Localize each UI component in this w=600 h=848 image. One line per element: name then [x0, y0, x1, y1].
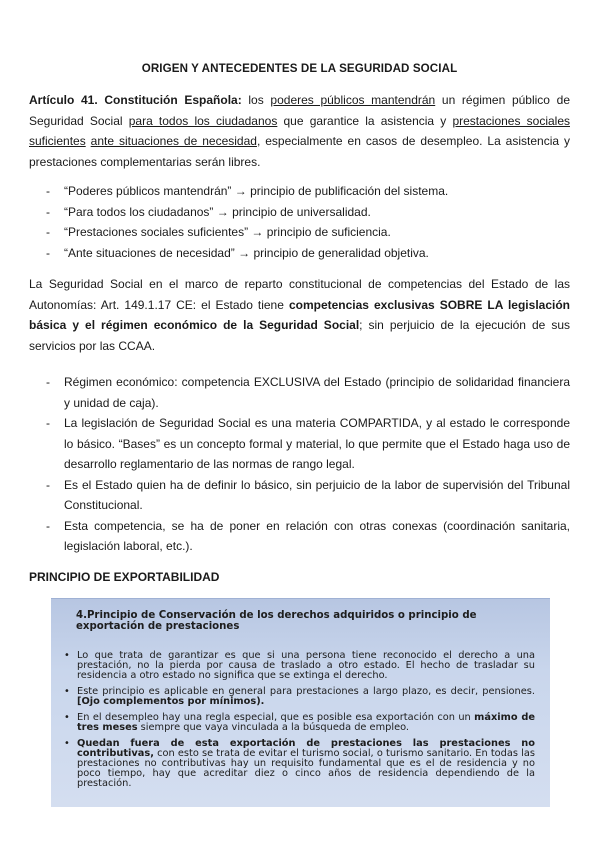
text-fragment: ; sin perjuicio de la ejecución de sus servicios por las CCAA.	[29, 318, 570, 353]
list-item	[63, 651, 535, 681]
list-item: - Régimen económico: competencia EXCLUSIVA del Estado (principio de solidaridad financiera y unidad de caja).	[29, 372, 570, 413]
list-item: - “Poderes públicos mantendrán” → principio de publificación del sistema.	[29, 181, 570, 202]
underlined-phrase: ante situaciones de necesidad	[90, 134, 257, 148]
text-fragment: que garantice la asistencia y	[277, 113, 453, 128]
competences-list	[29, 372, 570, 557]
text-fragment: Lo que trata de garantizar es que si una persona tiene reconocido el derecho a una prestación, no la pierda por causa de traslado a otro estado. El hecho de trasladar su residencia a otro estado no significa que se extinga el derecho.	[77, 650, 535, 681]
list-item	[63, 739, 535, 789]
article-41-paragraph	[29, 90, 570, 172]
bold-phrase: competencias exclusivas SOBRE LA legislación básica y el régimen económico de la Seguridad Social	[29, 297, 570, 332]
box-list	[63, 651, 535, 795]
list-item	[63, 687, 535, 707]
article-label: Artículo 41. Constitución Española:	[29, 93, 242, 107]
list-item: - La legislación de Seguridad Social es una materia COMPARTIDA, y al estado le corresponde lo básico. “Bases” es un concepto formal y material, lo que permite que el Estado haga uso de desarrollo reglamentario de las normas de rango legal.	[29, 413, 570, 475]
exportability-box	[51, 598, 550, 807]
text-fragment: En el desempleo hay una regla especial, que es posible esa exportación con un	[77, 712, 475, 723]
list-item: - Es el Estado quien ha de definir lo básico, sin perjuicio de la labor de supervisión del Tribunal Constitucional.	[29, 475, 570, 516]
underlined-phrase: poderes públicos mantendrán	[270, 93, 436, 107]
text-fragment: , especialmente en casos de desempleo. La asistencia y prestaciones complementarias serán libres.	[29, 134, 570, 169]
text-fragment: con esto se trata de evitar el turismo social, o turismo sanitario. En todas las prestaciones no contributivas hay un requisito fundamental que es el de residencia y no poco tiempo, hay que acreditar diez o cinco años de residencia dependiendo de la prestación.	[77, 748, 535, 789]
bold-phrase: Quedan fuera de esta exportación de prestaciones las prestaciones no contributivas,	[77, 738, 535, 759]
text-fragment: los	[241, 93, 271, 107]
list-item: - Esta competencia, se ha de poner en relación con otras conexas (coordinación sanitaria, legislación laboral, etc.).	[29, 516, 570, 557]
box-title: 4.Principio de Conservación de los derechos adquiridos o principio de exportación de prestaciones	[76, 610, 477, 632]
page-title: ORIGEN Y ANTECEDENTES DE LA SEGURIDAD SOCIAL	[141, 62, 458, 75]
text-fragment: Este principio es aplicable en general para prestaciones a largo plazo, es decir, pensiones.	[77, 686, 535, 697]
principles-list	[29, 181, 570, 263]
underlined-phrase: para todos los ciudadanos	[128, 113, 278, 128]
list-item: - “Ante situaciones de necesidad” → principio de generalidad objetiva.	[29, 243, 570, 264]
text-fragment: siempre que vaya vinculada a la búsqueda de empleo.	[137, 722, 410, 733]
list-item	[63, 713, 535, 733]
competences-paragraph	[29, 274, 570, 356]
list-item: - “Prestaciones sociales suficientes” → principio de suficiencia.	[29, 222, 570, 243]
underlined-phrase: prestaciones sociales suficientes	[29, 113, 570, 148]
section-heading: PRINCIPIO DE EXPORTABILIDAD	[29, 570, 220, 584]
list-item: - “Para todos los ciudadanos” → principio de universalidad.	[29, 202, 570, 223]
bold-phrase: máximo de tres meses	[77, 712, 535, 733]
text-fragment: La Seguridad Social en el marco de reparto constitucional de competencias del Estado de las Autonomías: Art. 149.1.17 CE: el Estado tiene	[29, 277, 570, 312]
bold-phrase: [Ojo complementos por mínimos).	[77, 696, 265, 707]
text-fragment: un régimen público de Seguridad Social	[29, 93, 571, 128]
